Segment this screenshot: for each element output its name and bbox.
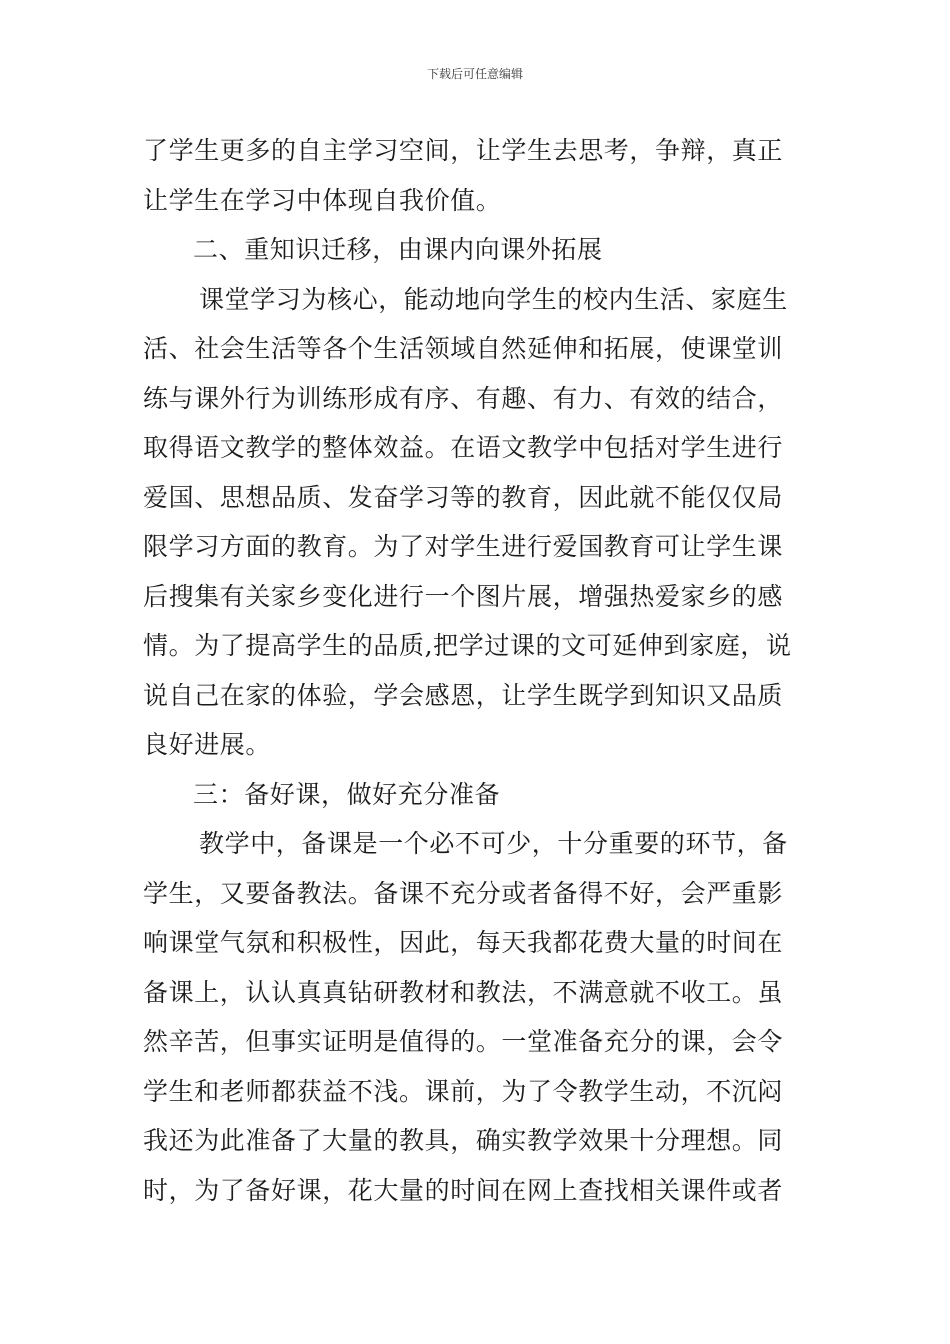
text-line: 取得语文教学的整体效益。在语文教学中包括对学生进行 bbox=[143, 433, 784, 462]
text-line: 备课上，认认真真钻研教材和教法，不满意就不收工。虽 bbox=[143, 977, 784, 1007]
section-heading: 二、重知识迁移，由课内向课外拓展 bbox=[193, 235, 603, 264]
text-line: 练与课外行为训练形成有序、有趣、有力、有效的结合， bbox=[143, 383, 784, 413]
text-line: 活、社会生活等各个生活领域自然延伸和拓展，使课堂训 bbox=[143, 334, 784, 363]
text-line: 我还为此准备了大量的教具，确实教学效果十分理想。同 bbox=[143, 1126, 784, 1155]
text-line: 让学生在学习中体现自我价值。 bbox=[143, 185, 502, 215]
text-line: 情。为了提高学生的品质,把学过课的文可延伸到家庭，说 bbox=[143, 631, 792, 660]
text-line: 教学中，备课是一个必不可少，十分重要的环节，备 bbox=[199, 829, 788, 858]
text-line: 然辛苦，但事实证明是值得的。一堂准备充分的课，会令 bbox=[143, 1027, 784, 1056]
text-line: 课堂学习为核心，能动地向学生的校内生活、家庭生 bbox=[199, 284, 788, 314]
text-line: 后搜集有关家乡变化进行一个图片展，增强热爱家乡的感 bbox=[143, 581, 784, 611]
text-line: 限学习方面的教育。为了对学生进行爱国教育可让学生课 bbox=[143, 532, 784, 561]
text-line: 响课堂气氛和积极性，因此，每天我都花费大量的时间在 bbox=[143, 928, 784, 957]
text-line: 说自己在家的体验，学会感恩，让学生既学到知识又品质 bbox=[143, 680, 784, 710]
text-line: 学生，又要备教法。备课不充分或者备得不好，会严重影 bbox=[143, 878, 784, 908]
text-line: 时，为了备好课，花大量的时间在网上查找相关课件或者 bbox=[143, 1175, 784, 1205]
text-line: 学生和老师都获益不浅。课前，为了令教学生动，不沉闷 bbox=[143, 1076, 784, 1106]
document-body bbox=[143, 126, 815, 1215]
text-line: 了学生更多的自主学习空间，让学生去思考，争辩，真正 bbox=[143, 136, 784, 165]
section-heading: 三：备好课，做好充分准备 bbox=[193, 779, 501, 809]
text-line: 爱国、思想品质、发奋学习等的教育，因此就不能仅仅局 bbox=[143, 482, 784, 512]
text-line: 良好进展。 bbox=[143, 730, 272, 759]
page-header: 下载后可任意编辑 bbox=[426, 67, 523, 81]
